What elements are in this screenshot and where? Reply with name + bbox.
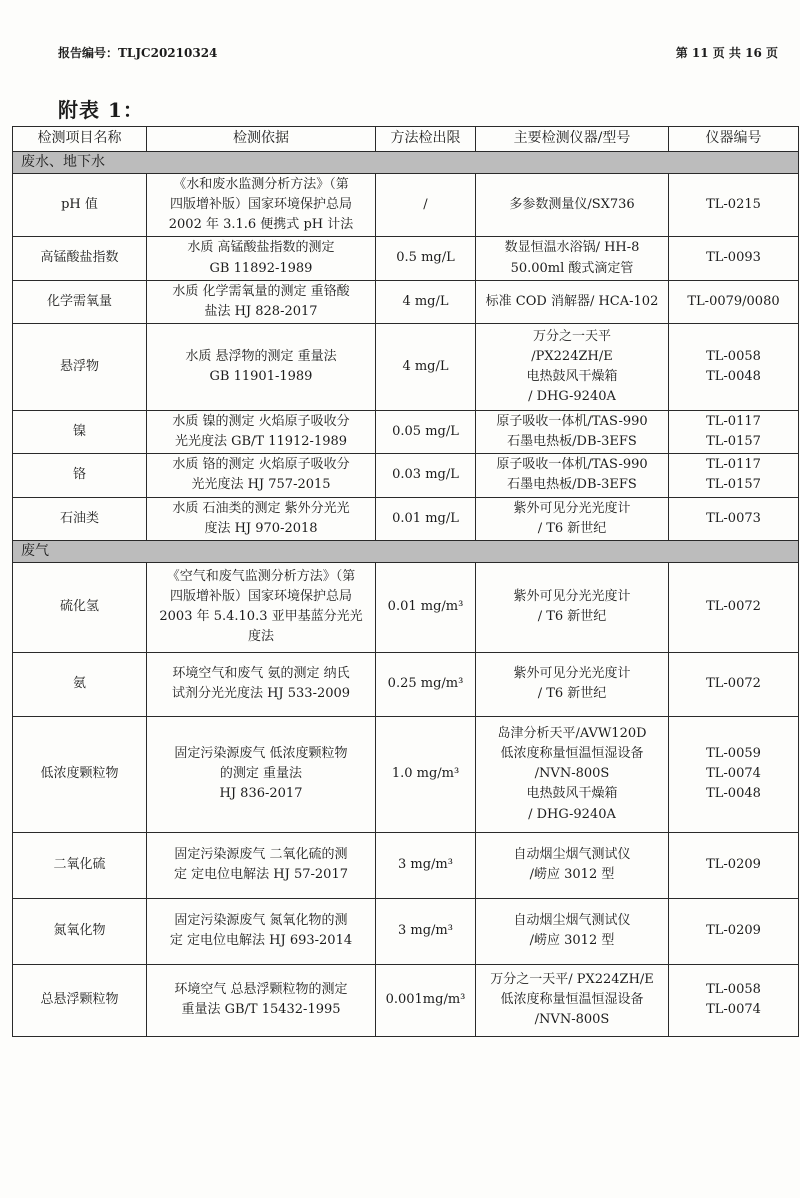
- instrument-cell: [476, 652, 669, 716]
- instrument-cell-line: / T6 新世纪: [537, 686, 607, 702]
- item-name-cell: 氨: [13, 652, 147, 716]
- basis-cell-line: 水质 铬的测定 火焰原子吸收分: [172, 457, 350, 473]
- instrument-cell: [476, 562, 669, 652]
- instrument-code-cell: [669, 716, 799, 832]
- instrument-cell-line: 紫外可见分光光度计: [513, 500, 631, 516]
- page-header: [58, 44, 778, 61]
- detection-limit-cell: 0.05 mg/L: [376, 410, 476, 453]
- basis-cell-line: 水质 悬浮物的测定 重量法: [185, 348, 337, 364]
- instrument-code-cell-line: TL-0059: [706, 746, 761, 762]
- basis-cell-line: 四版增补版）国家环境保护总局: [169, 197, 352, 213]
- basis-cell-line: 试剂分光光度法 HJ 533-2009: [171, 686, 351, 702]
- basis-cell-line: GB 11892-1989: [209, 260, 313, 276]
- detection-limit-cell: 4 mg/L: [376, 280, 476, 323]
- instrument-cell-line: 低浓度称量恒温恒湿设备: [500, 992, 644, 1008]
- item-name-cell: pH 值: [13, 174, 147, 237]
- table-body: [13, 152, 799, 1037]
- instrument-cell-line: 紫外可见分光光度计: [513, 666, 631, 682]
- instrument-code-cell-line: TL-0117: [706, 413, 761, 429]
- item-name-cell: 二氧化硫: [13, 832, 147, 898]
- instrument-code-cell-line: TL-0074: [706, 766, 761, 782]
- basis-cell-line: 2003 年 5.4.10.3 亚甲基蓝分光光: [159, 609, 363, 625]
- detection-limit-cell: 0.01 mg/L: [376, 497, 476, 540]
- basis-cell-line: 度法 HJ 970-2018: [204, 520, 318, 536]
- instrument-code-cell-line: TL-0073: [706, 510, 761, 526]
- basis-cell-line: 水质 高锰酸盐指数的测定: [187, 240, 335, 256]
- basis-cell-line: 光光度法 HJ 757-2015: [191, 477, 331, 493]
- table-header: [13, 127, 799, 152]
- basis-cell-line: 固定污染源废气 低浓度颗粒物: [174, 746, 348, 762]
- column-header-detection-limit: 方法检出限: [376, 127, 476, 152]
- column-header-basis: 检测依据: [147, 127, 376, 152]
- basis-cell: [147, 410, 376, 453]
- instrument-cell-line: 石墨电热板/DB-3EFS: [507, 434, 637, 450]
- instrument-cell-line: /NVN-800S: [534, 1012, 610, 1028]
- instrument-code-cell: [669, 652, 799, 716]
- item-name-cell: 氮氧化物: [13, 898, 147, 964]
- instrument-cell: [476, 832, 669, 898]
- report-number: 报告编号：TLJC20210324: [58, 46, 218, 60]
- instrument-cell-line: /PX224ZH/E: [531, 348, 613, 364]
- instrument-code-cell-line: TL-0093: [706, 250, 761, 266]
- basis-cell: [147, 497, 376, 540]
- column-header-instrument: 主要检测仪器/型号: [476, 127, 669, 152]
- table-row: [13, 562, 799, 652]
- basis-cell-line: HJ 836-2017: [219, 786, 303, 802]
- basis-cell: [147, 280, 376, 323]
- instrument-code-cell: [669, 454, 799, 497]
- instrument-code-cell-line: TL-0048: [706, 368, 761, 384]
- detection-limit-cell: 0.25 mg/m³: [376, 652, 476, 716]
- basis-cell: [147, 237, 376, 280]
- instrument-code-cell: [669, 898, 799, 964]
- table-row: [13, 454, 799, 497]
- detection-limit-cell: 0.001mg/m³: [376, 964, 476, 1036]
- instrument-cell: [476, 280, 669, 323]
- basis-cell: [147, 652, 376, 716]
- basis-cell: [147, 562, 376, 652]
- item-name-cell: 硫化氢: [13, 562, 147, 652]
- detection-limit-cell: 4 mg/L: [376, 323, 476, 410]
- instrument-cell-line: 万分之一天平/ PX224ZH/E: [490, 972, 654, 988]
- header-row: [13, 127, 799, 152]
- basis-cell-line: 环境空气 总悬浮颗粒物的测定: [174, 982, 348, 998]
- instrument-cell-line: 电热鼓风干燥箱: [526, 786, 618, 802]
- instrument-code-cell: [669, 280, 799, 323]
- instrument-code-cell-line: TL-0072: [706, 676, 761, 692]
- section-row: [13, 152, 799, 174]
- table-row: [13, 174, 799, 237]
- table-row: [13, 898, 799, 964]
- instrument-code-cell-line: TL-0048: [706, 786, 761, 802]
- instrument-cell-line: 石墨电热板/DB-3EFS: [507, 477, 637, 493]
- instrument-cell-line: 岛津分析天平/AVW120D: [497, 725, 647, 741]
- instrument-cell: [476, 454, 669, 497]
- section-row: [13, 540, 799, 562]
- basis-cell-line: 《空气和废气监测分析方法》（第: [166, 569, 356, 585]
- instrument-cell-line: 原子吸收一体机/TAS-990: [496, 413, 648, 429]
- basis-cell-line: 水质 石油类的测定 紫外分光光: [172, 500, 350, 516]
- instrument-cell-line: 万分之一天平: [532, 328, 611, 344]
- detection-limit-cell: 0.5 mg/L: [376, 237, 476, 280]
- basis-cell: [147, 964, 376, 1036]
- page-number: 第 11 页 共 16 页: [675, 46, 778, 60]
- basis-cell: [147, 716, 376, 832]
- instrument-cell: [476, 497, 669, 540]
- basis-cell-line: 水质 化学需氧量的测定 重铬酸: [172, 283, 350, 299]
- instrument-code-cell: [669, 410, 799, 453]
- basis-cell-line: 水质 镍的测定 火焰原子吸收分: [172, 413, 350, 429]
- instrument-cell: [476, 237, 669, 280]
- basis-cell-line: 重量法 GB/T 15432-1995: [181, 1002, 341, 1018]
- column-header-instrument-code: 仪器编号: [669, 127, 799, 152]
- item-name-cell: 高锰酸盐指数: [13, 237, 147, 280]
- basis-cell-line: 2002 年 3.1.6 便携式 pH 计法: [168, 217, 354, 233]
- basis-cell-line: 环境空气和废气 氨的测定 纳氏: [172, 666, 350, 682]
- detection-limit-cell: 3 mg/m³: [376, 832, 476, 898]
- page-title: 附表 1：: [58, 98, 144, 122]
- instrument-code-cell-line: TL-0215: [706, 197, 761, 213]
- table-row: [13, 323, 799, 410]
- inspection-method-table: [12, 126, 799, 1037]
- basis-cell: [147, 898, 376, 964]
- instrument-cell-line: 多参数测量仪/SX736: [509, 197, 635, 213]
- column-header-item-name: 检测项目名称: [13, 127, 147, 152]
- basis-cell-line: 定 定电位电解法 HJ 693-2014: [169, 933, 353, 949]
- table-row: [13, 237, 799, 280]
- instrument-code-cell-line: TL-0079/0080: [687, 293, 780, 309]
- instrument-cell-line: / T6 新世纪: [537, 609, 607, 625]
- instrument-code-cell-line: TL-0157: [706, 434, 761, 450]
- basis-cell-line: GB 11901-1989: [209, 368, 313, 384]
- item-name-cell: 镍: [13, 410, 147, 453]
- table-row: [13, 964, 799, 1036]
- instrument-cell-line: / T6 新世纪: [537, 520, 607, 536]
- instrument-code-cell-line: TL-0157: [706, 477, 761, 493]
- instrument-cell-line: 低浓度称量恒温恒湿设备: [500, 746, 644, 762]
- item-name-cell: 化学需氧量: [13, 280, 147, 323]
- basis-cell-line: 固定污染源废气 二氧化硫的测: [174, 847, 348, 863]
- instrument-code-cell-line: TL-0117: [706, 457, 761, 473]
- instrument-cell: [476, 716, 669, 832]
- instrument-code-cell: [669, 497, 799, 540]
- detection-limit-cell: /: [376, 174, 476, 237]
- instrument-cell-line: 50.00ml 酸式滴定管: [510, 260, 634, 276]
- basis-cell-line: 四版增补版）国家环境保护总局: [169, 589, 352, 605]
- basis-cell-line: 盐法 HJ 828-2017: [204, 303, 318, 319]
- item-name-cell: 低浓度颗粒物: [13, 716, 147, 832]
- instrument-code-cell-line: TL-0074: [706, 1002, 761, 1018]
- detection-limit-cell: 1.0 mg/m³: [376, 716, 476, 832]
- instrument-cell-line: /崂应 3012 型: [529, 933, 615, 949]
- section-title: 废水、地下水: [13, 152, 799, 174]
- instrument-cell-line: /NVN-800S: [534, 766, 610, 782]
- instrument-cell-line: 紫外可见分光光度计: [513, 589, 631, 605]
- instrument-cell: [476, 410, 669, 453]
- instrument-cell: [476, 898, 669, 964]
- item-name-cell: 石油类: [13, 497, 147, 540]
- detection-limit-cell: 0.01 mg/m³: [376, 562, 476, 652]
- instrument-code-cell-line: TL-0058: [706, 348, 761, 364]
- detection-limit-cell: 3 mg/m³: [376, 898, 476, 964]
- table-row: [13, 410, 799, 453]
- item-name-cell: 悬浮物: [13, 323, 147, 410]
- instrument-code-cell-line: TL-0209: [706, 857, 761, 873]
- item-name-cell: 总悬浮颗粒物: [13, 964, 147, 1036]
- instrument-cell-line: 原子吸收一体机/TAS-990: [496, 457, 648, 473]
- instrument-code-cell-line: TL-0072: [706, 599, 761, 615]
- instrument-cell-line: 自动烟尘烟气测试仪: [513, 913, 631, 929]
- item-name-cell: 铬: [13, 454, 147, 497]
- basis-cell: [147, 454, 376, 497]
- instrument-code-cell: [669, 323, 799, 410]
- table-row: [13, 652, 799, 716]
- instrument-cell-line: 数显恒温水浴锅/ HH-8: [504, 240, 640, 256]
- instrument-cell: [476, 964, 669, 1036]
- instrument-cell-line: / DHG-9240A: [528, 806, 616, 822]
- instrument-code-cell-line: TL-0209: [706, 923, 761, 939]
- instrument-code-cell-line: TL-0058: [706, 982, 761, 998]
- instrument-code-cell: [669, 562, 799, 652]
- instrument-cell: [476, 323, 669, 410]
- basis-cell-line: 度法: [247, 629, 274, 645]
- instrument-cell-line: / DHG-9240A: [528, 389, 616, 405]
- table-row: [13, 832, 799, 898]
- instrument-code-cell: [669, 237, 799, 280]
- instrument-cell-line: 电热鼓风干燥箱: [526, 368, 618, 384]
- instrument-cell: [476, 174, 669, 237]
- section-title: 废气: [13, 540, 799, 562]
- detection-limit-cell: 0.03 mg/L: [376, 454, 476, 497]
- instrument-cell-line: 标准 COD 消解器/ HCA-102: [485, 293, 659, 309]
- basis-cell-line: 固定污染源废气 氮氧化物的测: [174, 913, 348, 929]
- basis-cell: [147, 832, 376, 898]
- basis-cell: [147, 174, 376, 237]
- basis-cell-line: 光光度法 GB/T 11912-1989: [174, 434, 348, 450]
- basis-cell-line: 定 定电位电解法 HJ 57-2017: [174, 867, 348, 883]
- instrument-cell-line: 自动烟尘烟气测试仪: [513, 847, 631, 863]
- basis-cell-line: 《水和废水监测分析方法》（第: [173, 177, 349, 192]
- basis-cell-line: 的测定 重量法: [219, 766, 303, 782]
- instrument-code-cell: [669, 174, 799, 237]
- instrument-code-cell: [669, 832, 799, 898]
- table-row: [13, 497, 799, 540]
- table-row: [13, 280, 799, 323]
- instrument-cell-line: /崂应 3012 型: [529, 867, 615, 883]
- instrument-code-cell: [669, 964, 799, 1036]
- table-row: [13, 716, 799, 832]
- basis-cell: [147, 323, 376, 410]
